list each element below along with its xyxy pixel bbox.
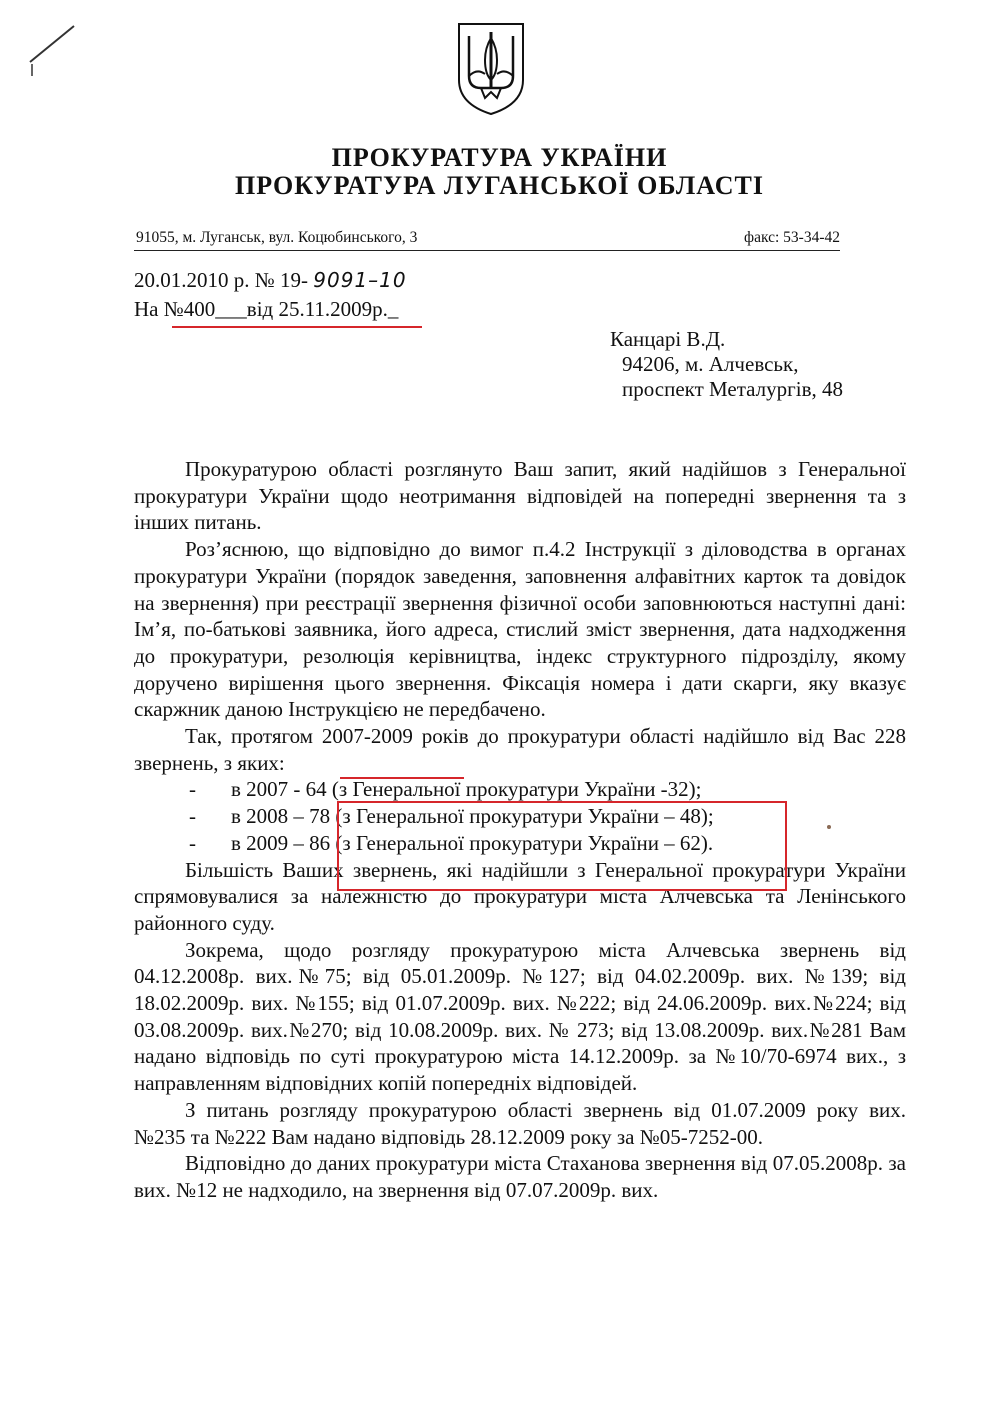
recipient-name: Канцарі В.Д. — [610, 327, 726, 351]
red-underline-reference — [172, 326, 422, 328]
incoming-reference: На №400___від 25.11.2009р._ — [134, 297, 399, 321]
outgoing-reference — [134, 268, 407, 293]
org-fax: факс: 53-34-42 — [744, 229, 840, 246]
recipient-street: проспект Металургів, 48 — [622, 377, 843, 401]
list-item — [134, 776, 906, 803]
body-paragraph-7: Відповідно до даних прокуратури міста Стаханова звернення від 07.05.2008р. за вих. №12 не надходило, на звернення від 07.07.2009р. вих. — [134, 1151, 906, 1202]
body-paragraph-6: З питань розгляду прокуратурою області звернень від 01.07.2009 року вих. №235 та №222 Вам надано відповідь 28.12.2009 року за №05-7252-00. — [134, 1097, 906, 1149]
highlighted-years: 2007-2009 — [321, 724, 413, 749]
list-item-year: в 2008 – 78 — [231, 804, 336, 829]
body-paragraph-5: Зокрема, щодо розгляду прокуратурою міста Алчевська звернень від 04.12.2008р. вих.№75; від 05.01.2009р. №127; від 04.02.2009р. вих. №139; від 18.02.2009р. вих. №155; від 01.07.2009р. вих. №222; від 24.06.2009р. вих.№224; від 03.08.2009р. вих.№270; від 10.08.2009р. вих. № 273; від 13.08.2009р. вих.№281 Вам надано відповідь по суті прокуратурою міста 14.12.2009р. за №10/70-6974 вих., з направленням відповідних копій попередніх відповідей. — [134, 937, 906, 1096]
list-item-year: в 2007 - 64 — [231, 777, 332, 802]
recipient-block — [610, 327, 843, 402]
org-title-ukraine: ПРОКУРАТУРА УКРАЇНИ — [331, 143, 668, 172]
list-dash: - — [189, 777, 196, 802]
red-highlight-box — [337, 801, 787, 891]
staple-mark — [24, 14, 84, 84]
outgoing-date-number: 20.01.2010 р. № 19- — [134, 268, 314, 292]
list-item-year: в 2009 – 86 — [231, 830, 336, 855]
paper-speck — [827, 825, 831, 829]
org-title-region: ПРОКУРАТУРА ЛУГАНСЬКОЇ ОБЛАСТІ — [235, 171, 764, 200]
list-dash: - — [189, 804, 196, 829]
list-item-detail: (з Генеральної прокуратури України – 62). — [335, 830, 714, 855]
handwritten-number: 9091–10 — [313, 268, 407, 292]
coat-of-arms-icon — [451, 18, 531, 118]
body-paragraph-3 — [134, 723, 906, 776]
body-paragraph-3-end: років до прокуратури області надійшло від Вас 228 звернень, з яких: — [134, 724, 906, 775]
letterhead-divider — [134, 250, 840, 251]
body-paragraph-3-start: Так, протягом — [185, 724, 322, 749]
org-address: 91055, м. Луганськ, вул. Коцюбинського, 3 — [136, 229, 418, 246]
list-item-detail: (з Генеральної прокуратури України -32); — [331, 777, 702, 802]
red-underline-years — [340, 777, 464, 779]
list-dash: - — [189, 830, 196, 855]
list-item-detail: (з Генеральної прокуратури України – 48); — [335, 804, 714, 829]
letterhead-address-row — [136, 229, 840, 247]
recipient-city: 94206, м. Алчевськ, — [622, 352, 799, 376]
body-paragraph-4: Більшість Ваших звернень, які надійшли з Генеральної прокуратури України спрямовувалися за належністю до прокуратури міста Алчевська та Ленінського районного суду. — [134, 857, 906, 935]
body-paragraph-1: Прокуратурою області розглянуто Ваш запит, який надійшов з Генеральної прокуратури України щодо неотримання відповідей на попередні звернення та з інших питань. — [134, 457, 906, 535]
body-paragraph-2: Роз’яснюю, що відповідно до вимог п.4.2 Інструкції з діловодства в органах прокуратури України (порядок заведення, заповнення алфавітних карток та довідок на звернення) при реєстрації звернення фізичної особи заповнюються наступні дані: Ім’я, по-батькові заявника, його адреса, стислий зміст звернення, дата надходження до прокуратури, резолюція керівництва, індекс структурного підрозділу, якому доручено вирішення цього звернення. Фіксація номера і дати скарги, яку вказує скаржник даною Інструкцією не передбачено. — [134, 537, 906, 722]
